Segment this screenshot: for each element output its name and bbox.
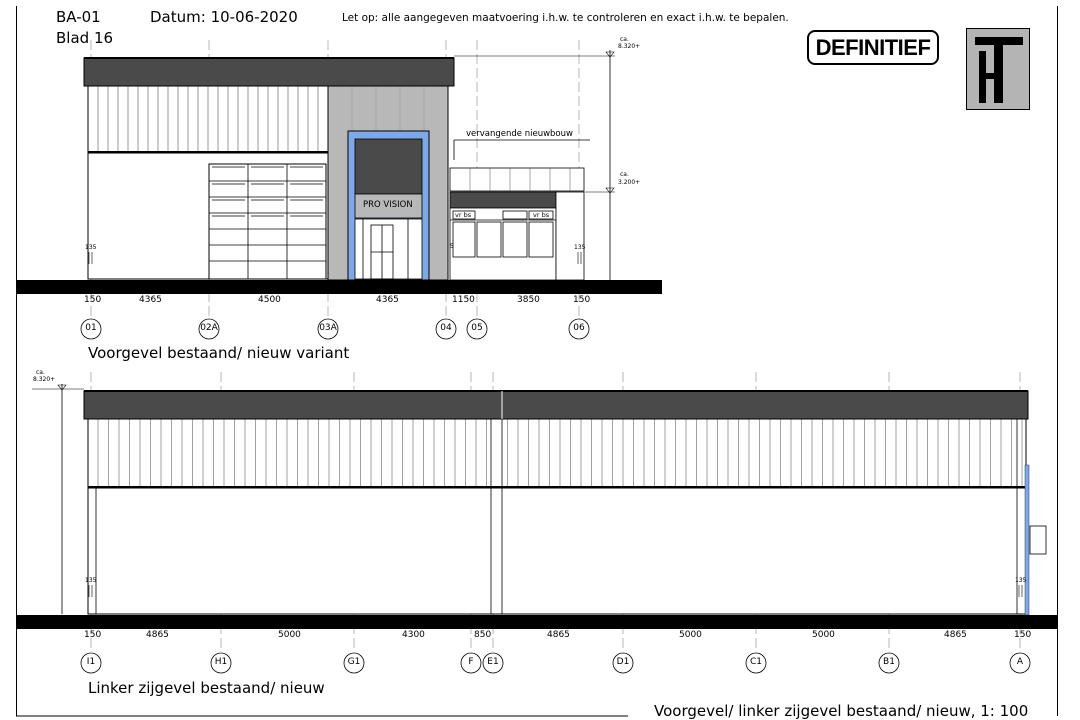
level-label: 8.320+ <box>33 376 56 383</box>
dimension-label: 4865 <box>146 630 169 640</box>
level-label-prefix: ca. <box>36 369 45 376</box>
grid-label: 06 <box>573 323 585 333</box>
side-elevation-caption: Linker zijgevel bestaand/ nieuw <box>88 679 325 697</box>
floor-mark: 135 <box>85 244 97 251</box>
dimension-label: 850 <box>474 630 492 640</box>
status-stamp: DEFINITIEF <box>807 30 939 65</box>
sheet-title: Voorgevel/ linker zijgevel bestaand/ nieuw, 1: 100 <box>654 702 1029 720</box>
dimension-label: 4865 <box>944 630 967 640</box>
side-elevation <box>16 372 1058 673</box>
dimension-label: 4865 <box>547 630 570 640</box>
dimension-label: 5000 <box>278 630 301 640</box>
small-mark: 5 <box>450 243 454 250</box>
floor-mark: 135 <box>574 244 586 251</box>
grid-label: 04 <box>440 323 452 333</box>
sheet-number: Blad 16 <box>56 29 114 47</box>
front-elevation <box>16 40 662 339</box>
grid-label: 03A <box>319 323 337 333</box>
side-roof-band <box>84 391 1028 419</box>
front-ground-line <box>16 280 662 294</box>
dimension-label: 150 <box>84 630 102 640</box>
dimension-label: 150 <box>1014 630 1032 640</box>
dimension-label: 5000 <box>679 630 702 640</box>
grid-label: 01 <box>85 323 97 333</box>
annotation-new-build: vervangende nieuwbouw <box>466 129 573 139</box>
dimension-label: 150 <box>573 295 591 305</box>
level-label: 8.320+ <box>618 43 641 50</box>
entrance-sign: PRO VISION <box>363 200 413 210</box>
grid-label: 02A <box>200 323 218 333</box>
grid-label: 05 <box>471 323 483 333</box>
grid-label: A <box>1016 657 1024 667</box>
dimension-label: 5000 <box>812 630 835 640</box>
window-label: vr bs <box>455 211 472 219</box>
dimension-label: 4500 <box>258 295 281 305</box>
level-label: 3.200+ <box>618 179 641 186</box>
dimension-label: 4365 <box>139 295 162 305</box>
floor-mark: 135 <box>85 577 97 584</box>
grid-label: I1 <box>86 657 96 667</box>
grid-label: H1 <box>214 657 228 667</box>
window-label: vr bs <box>533 211 550 219</box>
grid-label: C1 <box>749 657 762 667</box>
grid-label: G1 <box>347 657 361 667</box>
drawing-date: Datum: 10-06-2020 <box>150 8 298 26</box>
level-label-prefix: ca. <box>620 171 629 178</box>
header-note: Let op: alle aangegeven maatvoering i.h.w. te controleren en exact i.h.w. te bepalen. <box>342 12 789 24</box>
dimension-label: 4365 <box>376 295 399 305</box>
side-ground-line <box>16 615 1058 629</box>
grid-label: D1 <box>616 657 630 667</box>
drawing-code: BA-01 <box>56 8 101 26</box>
dimension-label: 4300 <box>402 630 425 640</box>
grid-label: E1 <box>487 657 499 667</box>
level-label-prefix: ca. <box>620 36 629 43</box>
dimension-label: 1150 <box>452 295 475 305</box>
grid-label: B1 <box>883 657 895 667</box>
dimension-label: 3850 <box>517 295 540 305</box>
front-roof-band <box>84 58 454 86</box>
grid-label: F <box>468 657 474 667</box>
dimension-label: 150 <box>84 295 102 305</box>
floor-mark: 135 <box>1015 577 1027 584</box>
front-elevation-caption: Voorgevel bestaand/ nieuw variant <box>88 344 350 362</box>
